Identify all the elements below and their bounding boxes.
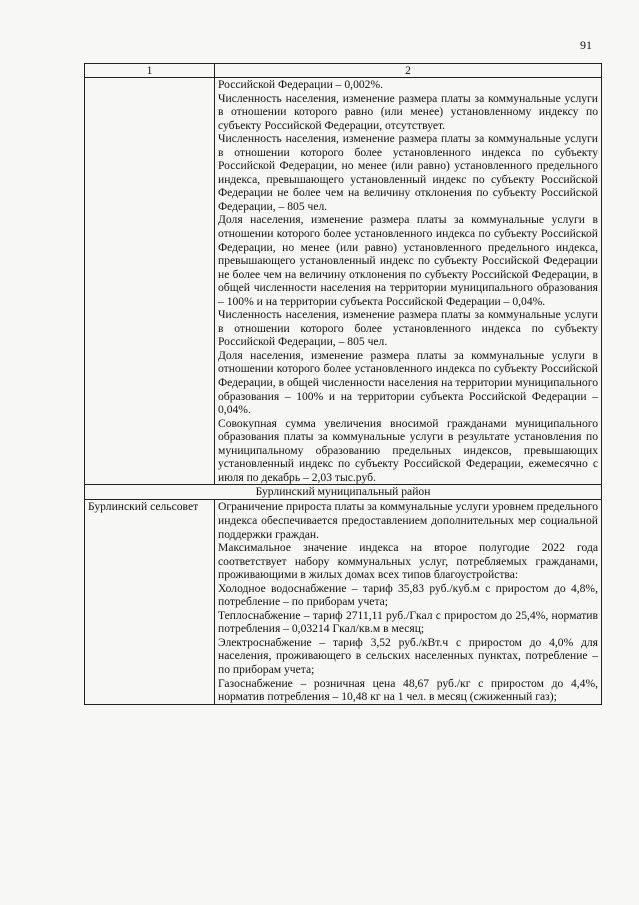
paragraph: Теплоснабжение – тариф 2711,11 руб./Гкал с приростом до 25,4%, норматив потребления – 0,03214 Гкал/кв.м в месяц; [218, 608, 598, 636]
paragraph: Доля населения, изменение размера платы за коммунальные услуги в отношении которого более установленного индекса по субъекту Российской Федерации, но менее (или равно) установленного предельного индекса, превышающего установленный индекс по субъекту Российской Федерации не более чем на величину отклонения по субъекту Российской Федерации, в общей численности населения на территории муниципального образования – 100% и на территории субъекта Российской Федерации – 0,04%. [218, 213, 598, 308]
paragraph: Российской Федерации – 0,002%. [218, 78, 384, 91]
section-title: Бурлинский муниципальный район [85, 485, 602, 500]
paragraph: Численность населения, изменение размера платы за коммунальные услуги в отношении которого более установленного индекса по субъекту Российской Федерации, но менее (или равно) установленного предельного индекса, превышающего установленный индекс по субъекту Российской Федерации не более чем на величину отклонения по субъекту Российской Федерации, – 805 чел. [218, 132, 598, 213]
table-row [85, 78, 602, 485]
page-number: 91 [580, 38, 592, 52]
paragraph: Доля населения, изменение размера платы за коммунальные услуги в отношении которого более установленного индекса по субъекту Российской Федерации, в общей численности населения на территории муниципального образования – 100% и на территории субъекта Российской Федерации – 0,04%. [218, 348, 598, 417]
section-row [85, 485, 602, 500]
table-header-row [85, 64, 602, 78]
paragraph: Электроснабжение – тариф 3,52 руб./кВт.ч с приростом до 4,0% для населения, проживающего в сельских населенных пунктах, потребление – по приборам учета; [218, 635, 598, 676]
paragraph: Численность населения, изменение размера платы за коммунальные услуги в отношении которого равно (или менее) установленному индексу по субъекту Российской Федерации, отсутствует. [218, 91, 598, 132]
paragraph: Максимальное значение индекса на второе полугодие 2022 года соответствует набору коммунальных услуг, потребляемых гражданами, проживающими в жилых домах всех типов благоустройства: [218, 541, 598, 582]
document-table [84, 63, 602, 705]
paragraph: Холодное водоснабжение – тариф 35,83 руб./куб.м с приростом до 4,8%, потребление – по приборам учета; [218, 581, 598, 609]
table-row [85, 500, 602, 704]
header-col-1: 1 [85, 64, 215, 78]
row1-col2 [215, 78, 602, 485]
header-col-2: 2 [215, 64, 602, 78]
row2-col1: Бурлинский сельсовет [85, 500, 215, 704]
paragraph: Совокупная сумма увеличения вносимой гражданами муниципального образования платы за коммунальные услуги в результате установления по муниципальному образованию предельных индексов, превышающих установленный индекс по субъекту Российской Федерации, ежемесячно с июля по декабрь – 2,03 тыс.руб. [218, 416, 598, 484]
paragraph: Газоснабжение – розничная цена 48,67 руб./кг с приростом до 4,4%, норматив потребления – 10,48 кг на 1 чел. в месяц (сжиженный газ); [218, 676, 598, 704]
row1-col1 [85, 78, 215, 485]
row2-col2 [215, 500, 602, 704]
paragraph: Ограничение прироста платы за коммунальные услуги уровнем предельного индекса обеспечивается предоставлением дополнительных мер социальной поддержки граждан. [218, 500, 598, 541]
paragraph: Численность населения, изменение размера платы за коммунальные услуги в отношении которого более установленного индекса по субъекту Российской Федерации, – 805 чел. [218, 308, 598, 349]
